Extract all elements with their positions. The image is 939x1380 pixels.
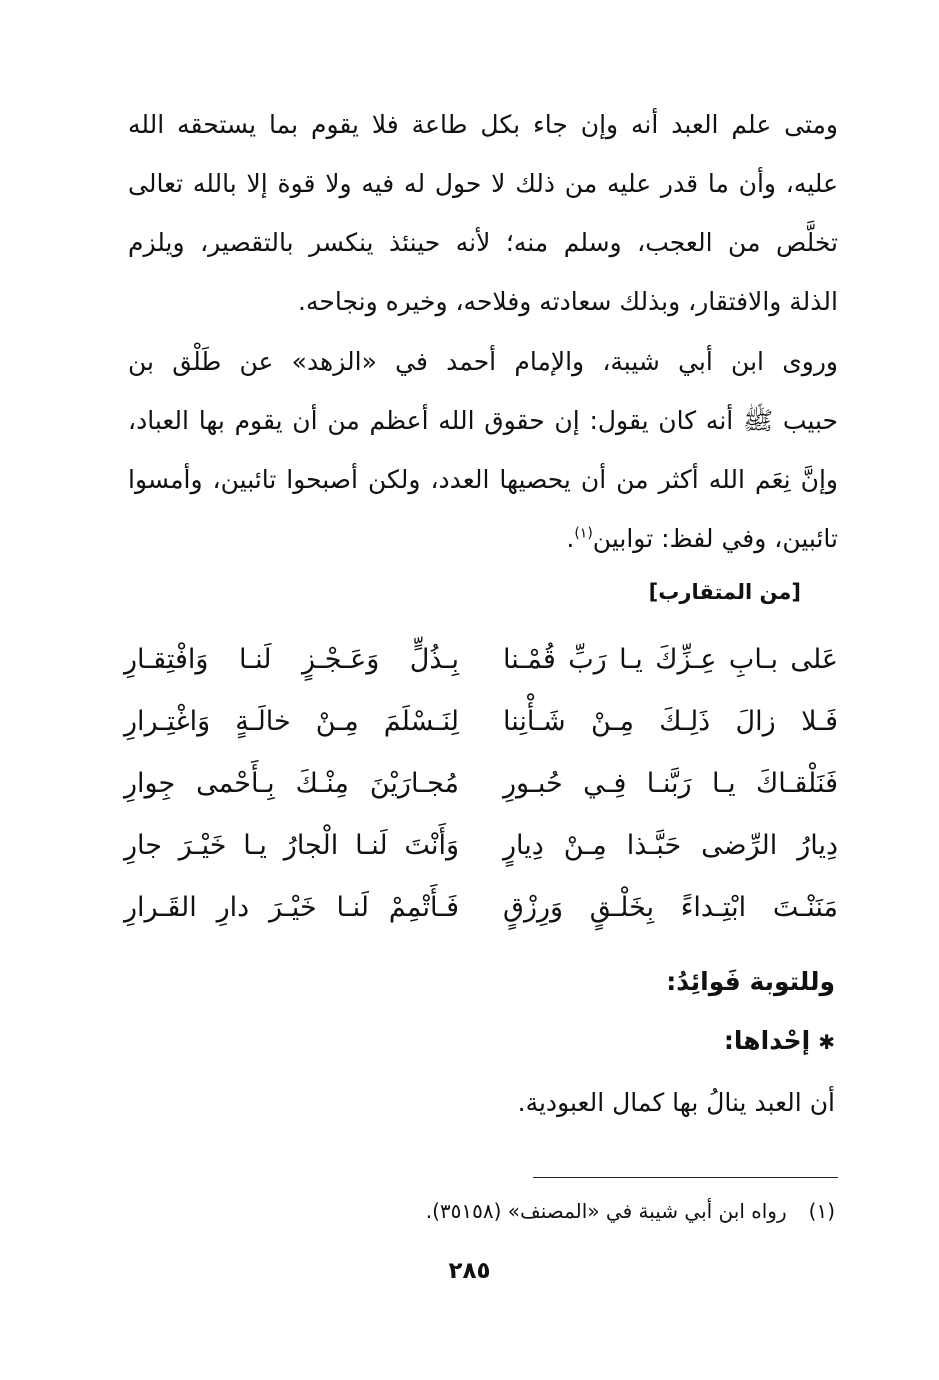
first-hemistich: فَنَلْقـاكَ يـا رَبَّنـا فِـي حُبـورِ	[503, 767, 838, 799]
footnote-divider	[533, 1177, 838, 1178]
second-hemistich: بِـذُلٍّ وَعَـجْـزٍ لَنـا وَافْتِقـارِ	[124, 643, 459, 675]
first-hemistich: دِيارُ الرِّضى حَبَّـذا مِـنْ دِيارٍ	[503, 829, 838, 861]
poem-verse	[124, 814, 838, 876]
text-line: عليه، وأن ما قدر عليه من ذلك لا حول له فيه ولا قوة إلا بالله تعالى	[128, 169, 838, 198]
poem-verse	[124, 690, 838, 752]
second-hemistich: مُجـارَيْنَ مِنْـكَ بِـأَحْمى جِوارِ	[124, 767, 459, 799]
text-line: وروى ابن أبي شيبة، والإمام أحمد في «الزهد» عن طَلْق بن	[128, 347, 838, 376]
text-fragment: .	[566, 524, 575, 553]
text-line-last	[128, 509, 838, 568]
text-line: وإنَّ نِعَم الله أكثر من أن يحصيها العدد، ولكن أصبحوا تائبين، وأمسوا	[128, 465, 838, 494]
point-heading	[724, 1024, 835, 1059]
text-line: حبيب ﷺ أنه كان يقول: إن حقوق الله أعظم من أن يقوم بها العباد،	[128, 406, 838, 435]
paragraph-2	[128, 332, 838, 568]
footnote-text: رواه ابن أبي شيبة في «المصنف» (٣٥١٥٨).	[425, 1199, 787, 1223]
text-line: الذلة والافتقار، وبذلك سعادته وفلاحه، وخيره ونجاحه.	[298, 287, 838, 316]
first-hemistich: عَلى بـابِ عِـزِّكَ يـا رَبِّ قُمْـنا	[503, 643, 838, 675]
footnote	[426, 1196, 835, 1226]
poem-verse	[124, 628, 838, 690]
second-hemistich: وَأَنْتَ لَنـا الْجارُ يـا خَيْـرَ جارِ	[124, 829, 459, 861]
footnote-number: (١)	[808, 1199, 835, 1223]
poem-meter-label: [من المتقارب]	[648, 580, 801, 604]
poem-verse	[124, 752, 838, 814]
paragraph-1	[128, 95, 838, 331]
footnote-ref[interactable]: (١)	[574, 525, 593, 542]
poem	[124, 628, 838, 938]
text-line: ومتى علم العبد أنه وإن جاء بكل طاعة فلا يقوم بما يستحقه الله	[128, 110, 838, 139]
page-number: ٢٨٥	[448, 1258, 491, 1284]
first-hemistich: مَنَنْـتَ ابْتِـداءً بِخَلْـقٍ وَرِزْقٍ	[503, 891, 838, 923]
asterisk-icon: ✱	[818, 1030, 835, 1054]
first-hemistich: فَـلا زالَ ذَلِـكَ مِـنْ شَـأْنِنا	[503, 705, 838, 737]
point-label: إحْداها:	[723, 1026, 811, 1055]
poem-verse	[124, 876, 838, 938]
second-hemistich: لِنَـسْلَمَ مِـنْ خالَـةٍ وَاغْتِـرارِ	[124, 705, 459, 737]
second-hemistich: فَـأَتْمِمْ لَنـا خَيْـرَ دارِ القَـرارِ	[124, 891, 459, 923]
section-heading: وللتوبة فَوائِدُ:	[666, 967, 835, 996]
text-fragment: تائبين، وفي لفظ: توابين	[592, 524, 838, 553]
point-body: أن العبد ينالُ بها كمال العبودية.	[517, 1088, 835, 1117]
text-line: تخلَّص من العجب، وسلم منه؛ لأنه حينئذ ينكسر بالتقصير، ويلزم	[128, 228, 838, 257]
